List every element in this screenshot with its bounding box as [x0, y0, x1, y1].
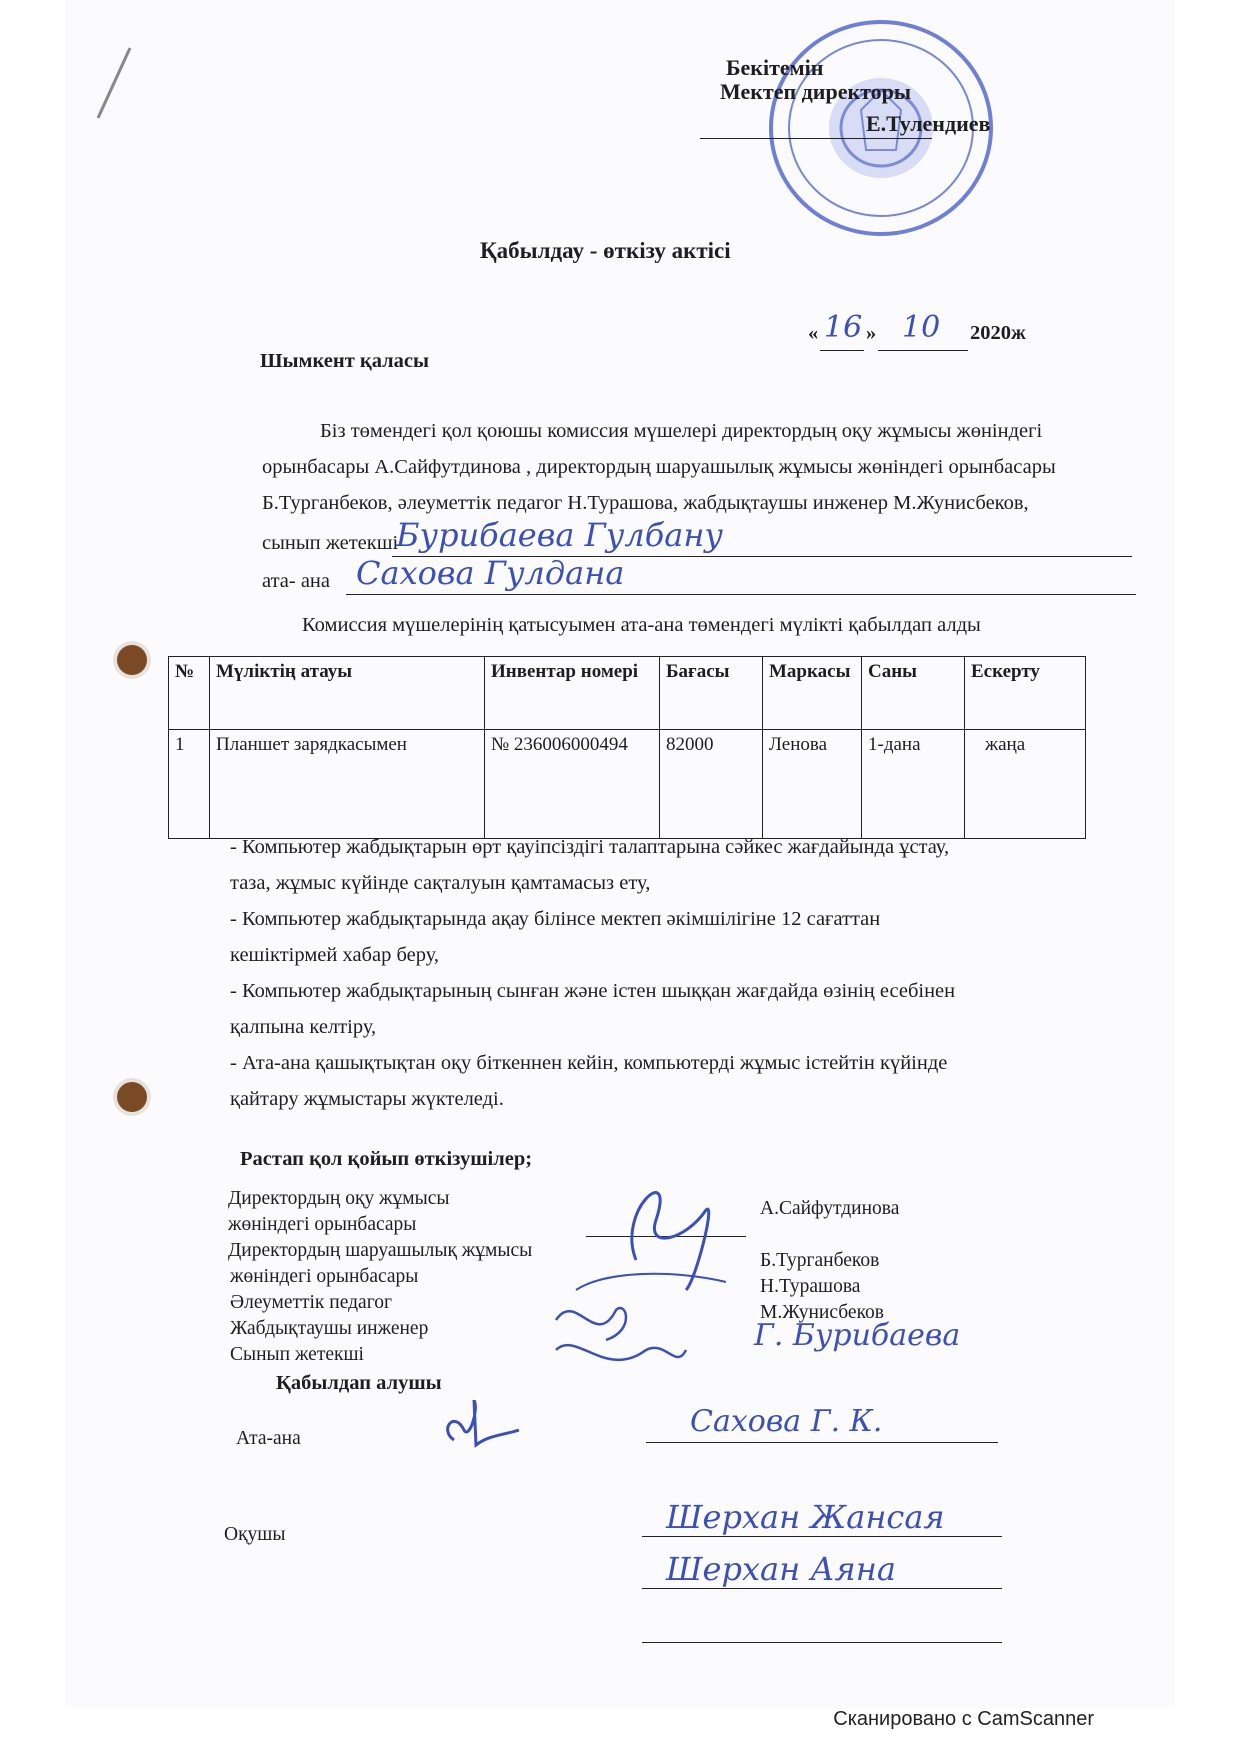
role-line-1: Директордың оқу жұмысы — [228, 1188, 450, 1209]
student-label: Оқушы — [224, 1524, 286, 1545]
date-month-line — [878, 350, 968, 351]
approval-sign-line — [700, 138, 932, 139]
parent-signature-mark — [434, 1400, 524, 1460]
document-title: Қабылдау - өткізу актісі — [480, 238, 731, 263]
col-header-price: Бағасы — [660, 657, 763, 730]
cell-name: Планшет зарядкасымен — [210, 730, 485, 839]
col-header-note: Ескерту — [965, 657, 1086, 730]
parent-signature: Сахова Г. К. — [690, 1404, 883, 1439]
role-line-2: жөніндегі орынбасары — [228, 1214, 417, 1235]
obligation-line-6: қалпына келтіру, — [230, 1016, 377, 1038]
student-sign-line-2 — [642, 1588, 1002, 1589]
document-page — [66, 0, 1174, 1708]
parent-line — [346, 594, 1136, 595]
col-header-name: Мүліктің атауы — [210, 657, 485, 730]
signatures-heading: Растап қол қойып өткізушілер; — [240, 1148, 533, 1170]
col-header-number: № — [169, 657, 210, 730]
obligation-line-1: - Компьютер жабдықтарын өрт қауіпсіздігі талаптарына сәйкес жағдайында ұстау, — [230, 836, 950, 858]
receiver-heading: Қабылдап алушы — [276, 1372, 442, 1394]
pencil-mark — [90, 44, 140, 124]
col-header-brand: Маркасы — [763, 657, 862, 730]
obligation-line-5: - Компьютер жабдықтарының сынған және істен шыққан жағдайда өзінің есебінен — [230, 980, 956, 1002]
student-sign-line-1 — [642, 1536, 1002, 1537]
intro-line-2: орынбасары А.Сайфутдинова , директордың шаруашылық жұмысы жөніндегі орынбасары — [262, 456, 1056, 478]
col-header-inventory: Инвентар номері — [485, 657, 660, 730]
obligation-line-7: - Ата-ана қашықтықтан оқу біткеннен кейін, компьютерді жұмыс істейтін күйінде — [230, 1052, 948, 1074]
approval-line-2: Мектеп директоры — [720, 79, 912, 104]
date-close-quote: » — [866, 322, 877, 344]
cell-price: 82000 — [660, 730, 763, 839]
role-line-6: Жабдықтаушы инженер — [230, 1318, 429, 1339]
parent-label-bottom: Ата-ана — [236, 1428, 301, 1449]
cell-note: жаңа — [965, 730, 1086, 839]
punch-hole-bottom — [117, 1082, 147, 1112]
col-header-quantity: Саны — [862, 657, 965, 730]
date-day-line — [820, 350, 864, 351]
cell-inventory: № 236006000494 — [485, 730, 660, 839]
table-row — [169, 730, 1086, 839]
punch-hole-top — [117, 645, 147, 675]
obligation-line-2: таза, жұмыс күйінде сақталуын қамтамасыз ету, — [230, 872, 651, 894]
date-year: 2020ж — [970, 322, 1026, 344]
teacher-signature: Г. Бурибаева — [754, 1318, 961, 1353]
approval-line-3: Е.Тулендиев — [866, 111, 991, 136]
obligation-line-3: - Компьютер жабдықтарында ақау білінсе мектеп әкімшілігіне 12 сағаттан — [230, 908, 881, 930]
date-month: 10 — [902, 310, 941, 345]
parent-handwritten: Сахова Гулдана — [356, 554, 625, 592]
date-day: 16 — [824, 310, 863, 345]
name-saifutdinova: А.Сайфутдинова — [760, 1198, 900, 1219]
cell-brand: Ленова — [763, 730, 862, 839]
role-line-4: жөніндегі орынбасары — [230, 1266, 419, 1287]
parent-sign-line — [646, 1442, 998, 1443]
student-signature-2: Шерхан Аяна — [666, 1550, 896, 1588]
table-header-row — [169, 657, 1086, 730]
obligation-line-8: қайтару жұмыстары жүктеледі. — [230, 1088, 504, 1110]
intro-line-after: Комиссия мүшелерінің қатысуымен ата-ана төмендегі мүлікті қабылдап алды — [302, 614, 981, 636]
parent-label: ата- ана — [262, 570, 330, 592]
cell-number: 1 — [169, 730, 210, 839]
teacher-label: сынып жетекші — [262, 532, 399, 554]
scanner-footer: Сканировано с CamScanner — [833, 1708, 1094, 1730]
intro-line-3: Б.Турганбеков, әлеуметтік педагог Н.Турашова, жабдықтаушы инженер М.Жунисбеков, — [262, 492, 1029, 514]
obligation-line-4: кешіктірмей хабар беру, — [230, 944, 440, 966]
teacher-handwritten: Бурибаева Гулбану — [396, 516, 723, 554]
name-turashova: Н.Турашова — [760, 1276, 861, 1297]
name-zhunisbekov: М.Жунисбеков — [760, 1302, 885, 1323]
handwritten-signatures — [536, 1150, 766, 1380]
approval-line-1: Бекітемін — [726, 55, 824, 80]
student-sign-line-3 — [642, 1642, 1002, 1643]
cell-quantity: 1-дана — [862, 730, 965, 839]
role-line-5: Әлеуметтік педагог — [230, 1292, 392, 1313]
date-open-quote: « — [808, 322, 819, 344]
role-line-7: Сынып жетекші — [230, 1344, 364, 1365]
inventory-table — [168, 656, 1086, 839]
name-turganbekov: Б.Турганбеков — [760, 1250, 880, 1271]
city-label: Шымкент қаласы — [260, 350, 429, 372]
student-signature-1: Шерхан Жансая — [666, 1498, 945, 1536]
intro-line-1: Біз төмендегі қол қоюшы комиссия мүшелері директордың оқу жұмысы жөніндегі — [320, 420, 1043, 442]
role-line-3: Директордың шаруашылық жұмысы — [228, 1240, 533, 1261]
